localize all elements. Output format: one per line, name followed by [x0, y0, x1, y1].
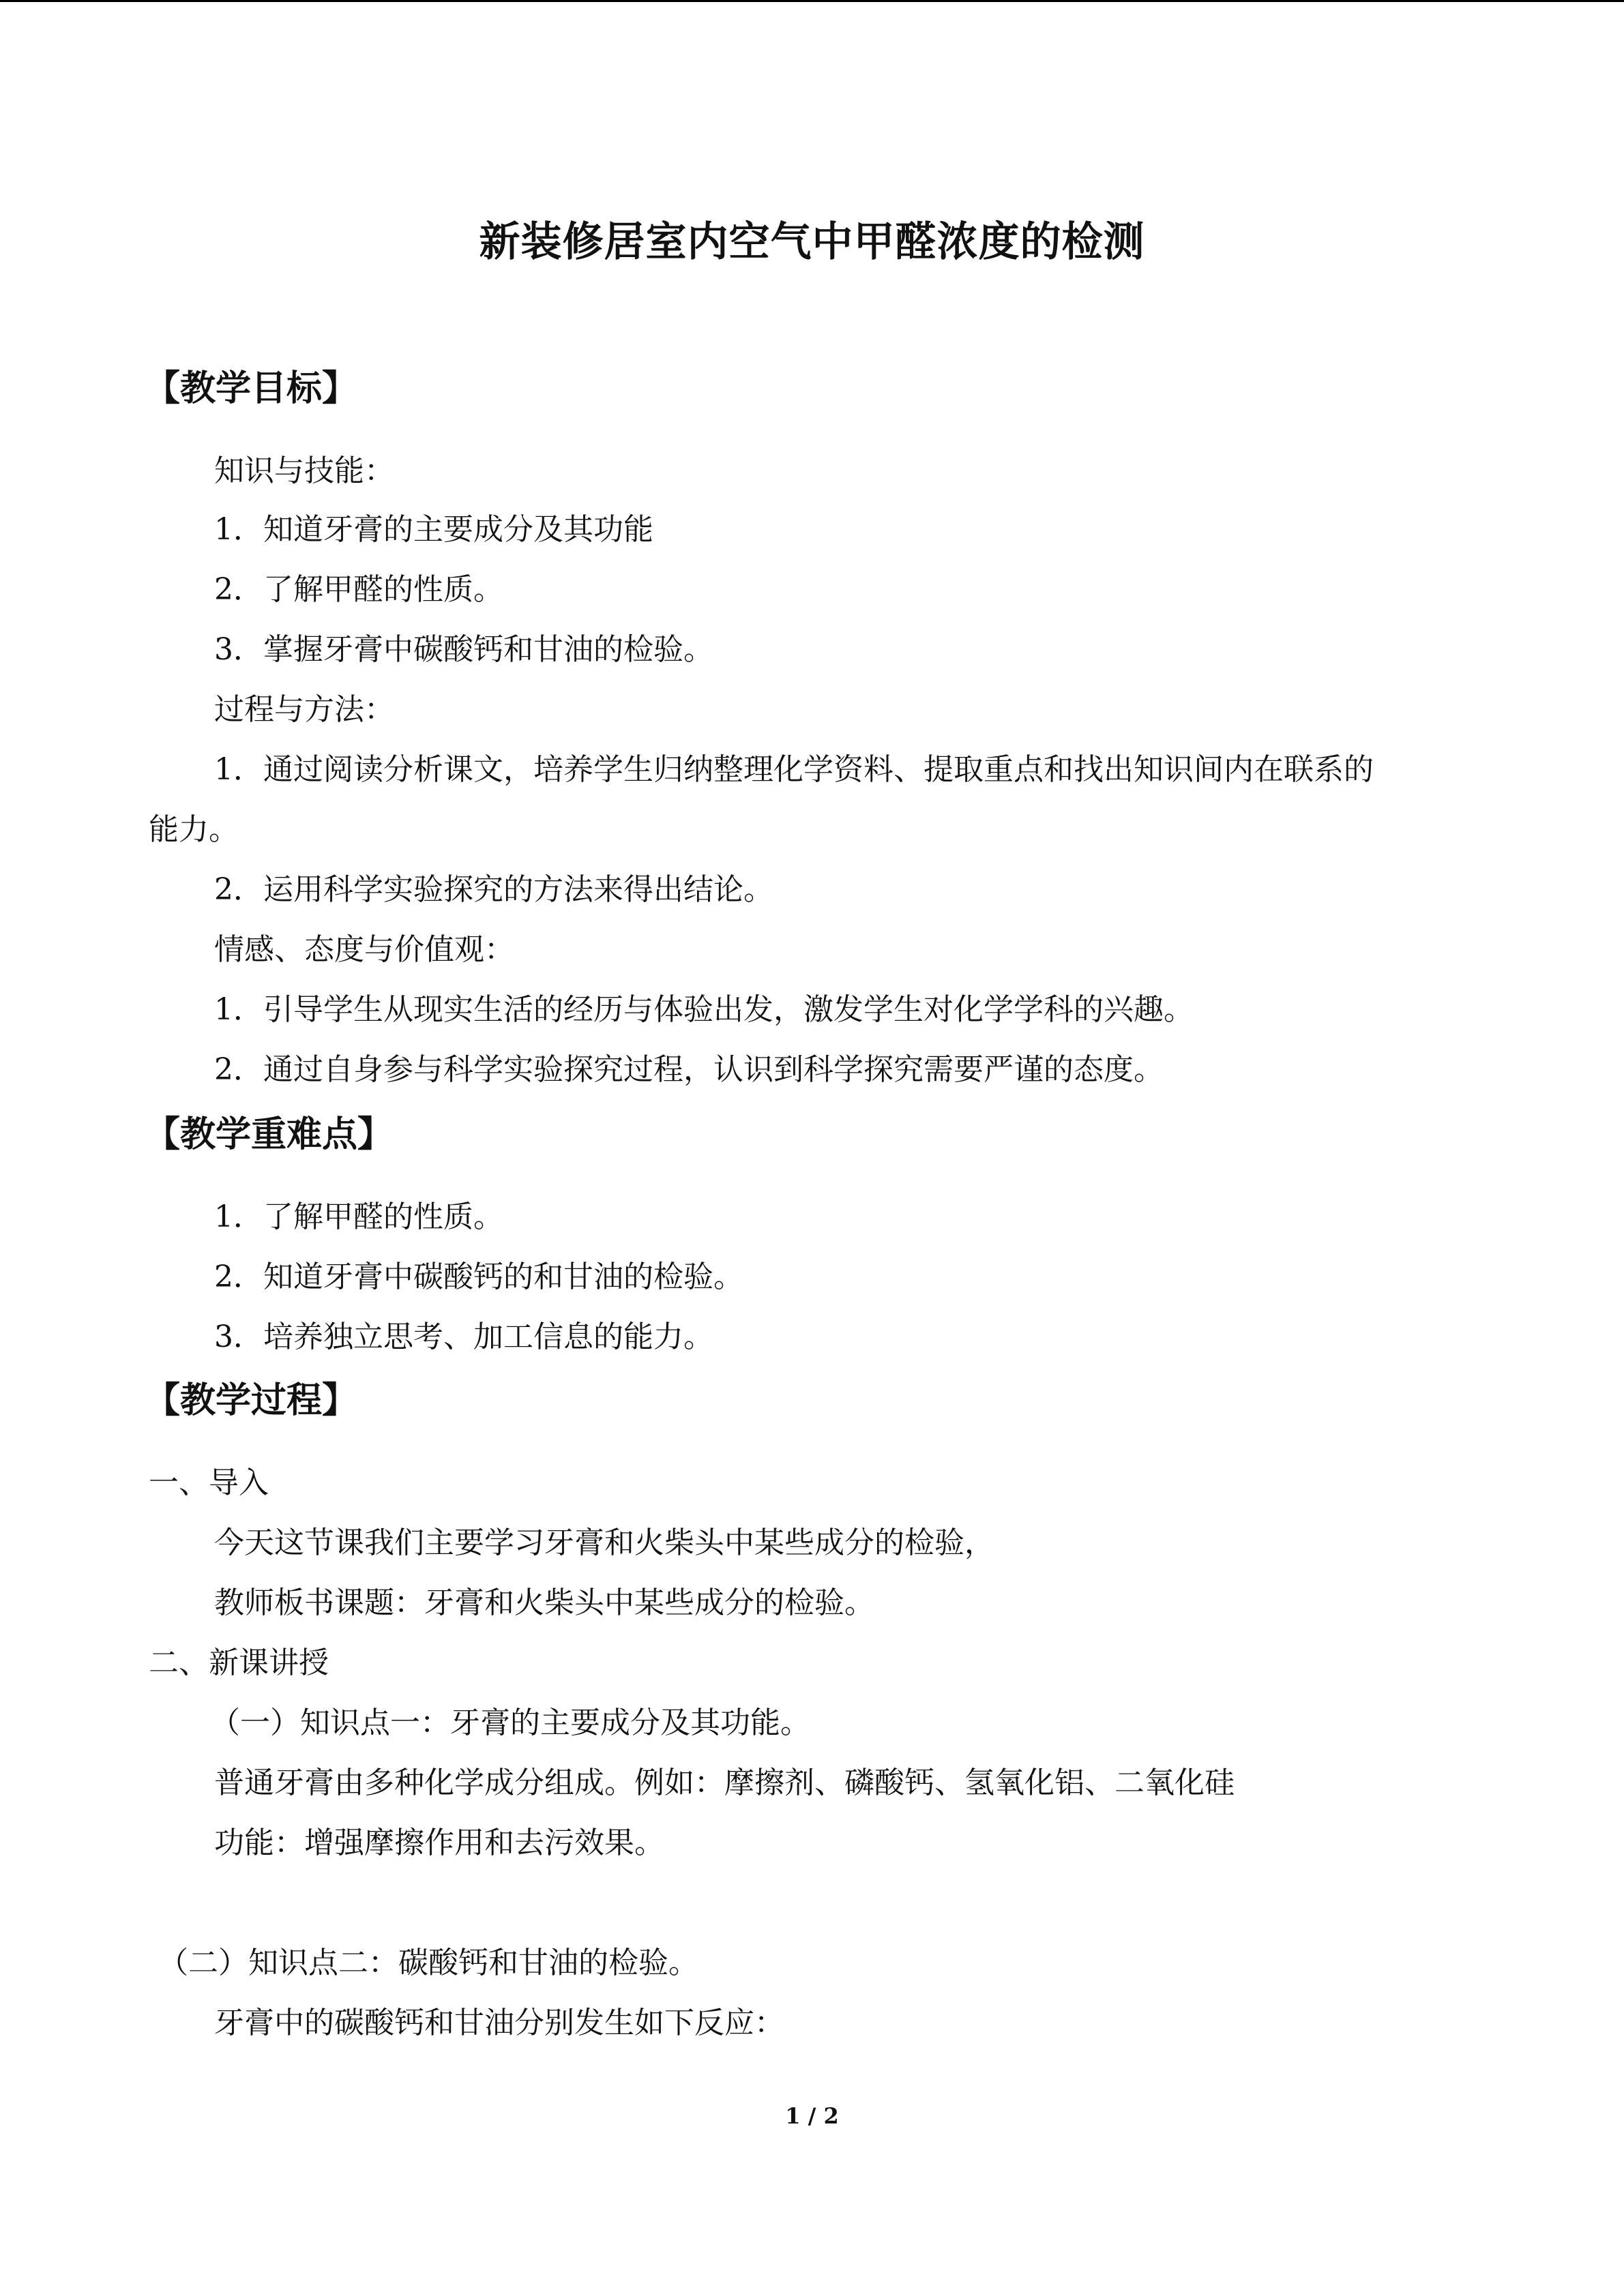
text-line: 1．知道牙膏的主要成分及其功能 — [214, 512, 653, 547]
section-heading-goals: 【教学目标】 — [145, 368, 358, 409]
page-number: 1 / 2 — [785, 2103, 839, 2129]
text-line: 功能：增强摩擦作用和去污效果。 — [214, 1825, 664, 1860]
text-line: 3．掌握牙膏中碳酸钙和甘油的检验。 — [214, 632, 713, 667]
text-line: 今天这节课我们主要学习牙膏和火柴头中某些成分的检验， — [214, 1525, 994, 1560]
text-line: 2．知道牙膏中碳酸钙的和甘油的检验。 — [214, 1259, 743, 1294]
text-line: 能力。 — [149, 812, 239, 847]
text-line: 情感、态度与价值观： — [214, 932, 514, 967]
text-line: 1．通过阅读分析课文，培养学生归纳整理化学资料、提取重点和找出知识间内在联系的 — [214, 752, 1374, 787]
text-line: 2．运用科学实验探究的方法来得出结论。 — [214, 872, 773, 907]
text-line: 过程与方法： — [214, 692, 394, 727]
text-line: 一、导入 — [149, 1465, 269, 1500]
text-line: 1．引导学生从现实生活的经历与体验出发，激发学生对化学学科的兴趣。 — [214, 992, 1194, 1027]
text-line: 牙膏中的碳酸钙和甘油分别发生如下反应： — [214, 2006, 784, 2040]
text-line: 知识与技能： — [214, 453, 394, 488]
text-line: 2．了解甲醛的性质。 — [214, 572, 503, 607]
section-heading-key-points: 【教学重难点】 — [145, 1114, 394, 1155]
text-line: （二）知识点二：碳酸钙和甘油的检验。 — [158, 1945, 698, 1980]
text-line: 1．了解甲醛的性质。 — [214, 1199, 503, 1234]
text-line: （一）知识点一：牙膏的主要成分及其功能。 — [210, 1705, 810, 1740]
text-line: 3．培养独立思考、加工信息的能力。 — [214, 1320, 713, 1354]
text-line: 教师板书课题：牙膏和火柴头中某些成分的检验。 — [214, 1585, 874, 1620]
text-line: 二、新课讲授 — [149, 1645, 329, 1680]
text-line: 2．通过自身参与科学实验探究过程，认识到科学探究需要严谨的态度。 — [214, 1052, 1164, 1087]
document-title: 新装修居室内空气中甲醛浓度的检测 — [479, 218, 1145, 266]
section-heading-process: 【教学过程】 — [145, 1380, 358, 1421]
text-line: 普通牙膏由多种化学成分组成。例如：摩擦剂、磷酸钙、氢氧化铝、二氧化硅 — [214, 1765, 1235, 1800]
